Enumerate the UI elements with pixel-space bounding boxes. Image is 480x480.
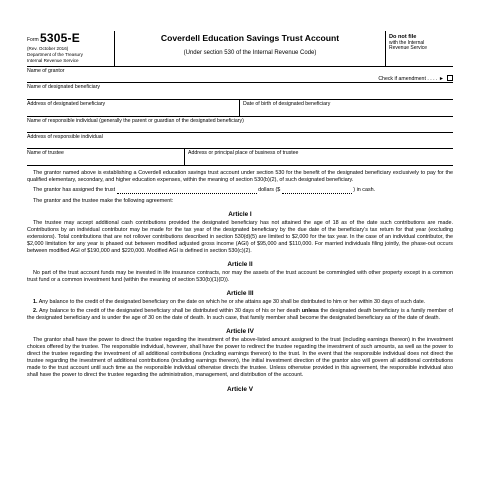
form-number: 5305-E (40, 31, 80, 45)
agreement-line: The grantor and the trustee make the following agreement: (33, 198, 174, 204)
assigned-amount-words-input[interactable] (117, 188, 257, 194)
file-note-2: Revenue Service (389, 45, 428, 52)
trustee-name-label: Name of trustee (27, 150, 64, 156)
revision-block (27, 46, 83, 64)
form-title: Coverdell Education Savings Trust Account (160, 33, 340, 43)
article-2-title: Article II (227, 261, 253, 268)
article-3-para-1 (27, 299, 453, 306)
grantor-name-field[interactable] (27, 67, 453, 83)
amendment-label: Check if amendment . . . . ► (378, 76, 444, 82)
filing-note (385, 31, 453, 67)
revision-date: (Rev. October 2016) (27, 46, 69, 51)
service: Internal Revenue Service (27, 58, 79, 63)
beneficiary-address-row (27, 100, 453, 117)
assigned-prefix: The grantor has assigned the trust (33, 187, 116, 193)
article-1-text: The trustee may accept additional cash contributions provided the designated beneficiary has not attained the age of 18 as of the date such contributions are made. Contributions by an individual contributor may be made for the tax year of the designated beneficiary by the due date of the beneficiary’s tax return for that year (excluding extensions). Total contributions that are not rollover contributions described in section 530(d)(5) are limited to $2,000 for the tax year. In the case of an individual contributor, the $2,000 limitation for any year is phased out between modified adjusted gross income (AGI) of $95,000 and $110,000. For married individuals filing jointly, the phase-out occurs between modified AGI of $190,000 and $220,000. Modified AGI is defined in section 530(c)(2). (27, 220, 453, 254)
article-3-para-1-num: 1. (33, 299, 38, 305)
form-header (27, 31, 453, 67)
do-not-file: Do not file (389, 34, 417, 40)
beneficiary-name-field[interactable] (27, 83, 453, 100)
beneficiary-address-label: Address of designated beneficiary (27, 101, 106, 107)
assigned-amount-line (27, 187, 453, 194)
article-4-title: Article IV (226, 328, 254, 335)
article-3-para-1-text: Any balance to the credit of the designated beneficiary on the date on which he or she attains age 30 shall be distributed to him or her within 30 days of such date. (38, 299, 426, 305)
trustee-row (27, 149, 453, 166)
article-4-text: The grantor shall have the power to direct the trustee regarding the investment of the above-listed amount assigned to the trust (including earnings thereon) in the investment choices offered by the trustee. The responsible individual, however, shall have the power to redirect the trustee regarding the investment of such amounts, as well as the power to direct the trustee regarding the investment of all additional contributions (including earnings thereon) to the trust. In the event that the responsible individual does not direct the trustee regarding the investment of additional contributions (including earnings thereon), the initial investment direction of the grantor also will govern all additional contributions made to the trust account until such time as the responsible individual otherwise directs the trustee. Unless otherwise provided in this agreement, the responsible individual also shall have the power to direct the trustee regarding the administration, management, and distribution of the account. (27, 337, 453, 378)
form-id-block (27, 31, 115, 67)
assigned-amount-number-input[interactable] (282, 188, 352, 194)
amendment-check (378, 75, 453, 82)
article-3-para-2-unless: unless (301, 308, 319, 314)
amendment-checkbox[interactable] (447, 75, 453, 81)
beneficiary-dob-field[interactable] (243, 100, 453, 116)
beneficiary-address-field[interactable] (27, 100, 240, 116)
responsible-address-field[interactable] (27, 133, 453, 149)
responsible-address-label: Address of responsible individual (27, 134, 103, 140)
form-word: Form (27, 37, 39, 43)
file-note-1: with the Internal (389, 39, 425, 46)
department: Department of the Treasury (27, 52, 83, 57)
grantor-name-label: Name of grantor (27, 68, 65, 74)
article-3-title: Article III (226, 290, 254, 297)
article-2-text: No part of the trust account funds may be invested in life insurance contracts, nor may the assets of the trust account be commingled with other property except in a common trust fund or a common investment fund (within the meaning of section 530(b)(1)(D)). (27, 270, 453, 283)
responsible-name-field[interactable] (27, 117, 453, 133)
trustee-address-label: Address or principal place of business of trustee (188, 150, 299, 156)
beneficiary-dob-label: Date of birth of designated beneficiary (243, 101, 331, 107)
beneficiary-name-label: Name of designated beneficiary (27, 84, 100, 90)
intro-paragraph: The grantor named above is establishing a Coverdell education savings trust account under section 530 for the benefit of the designated beneficiary exclusively to pay for the qualified elementary, secondary, and higher education expenses, within the meaning of section 530(b)(2), of such designated beneficiary. (27, 170, 453, 183)
article-1-title: Article I (228, 211, 252, 218)
article-5-title: Article V (227, 386, 253, 393)
trustee-address-field[interactable] (188, 149, 453, 165)
form-page (27, 31, 453, 395)
assigned-suffix: ) in cash. (353, 187, 376, 193)
trustee-name-field[interactable] (27, 149, 185, 165)
article-3-para-2 (27, 308, 453, 322)
article-3-para-2-text-b: the designated death beneficiary is a family member of the designated beneficiary and is under the age of 30 on the date of death. In such case, that family member shall become the designated beneficiary as of the date of death. (27, 308, 454, 321)
form-subtitle: (Under section 530 of the Internal Revenue Code) (183, 50, 317, 56)
article-3-para-2-num: 2. (33, 308, 38, 314)
responsible-name-label: Name of responsible individual (generally the parent or guardian of the designated beneficiary) (27, 118, 244, 124)
article-3-para-2-text-a: Any balance to the credit of the designated beneficiary shall be distributed within 30 days of his or her death (38, 308, 301, 314)
assigned-dollars: dollars ($ (258, 187, 281, 193)
